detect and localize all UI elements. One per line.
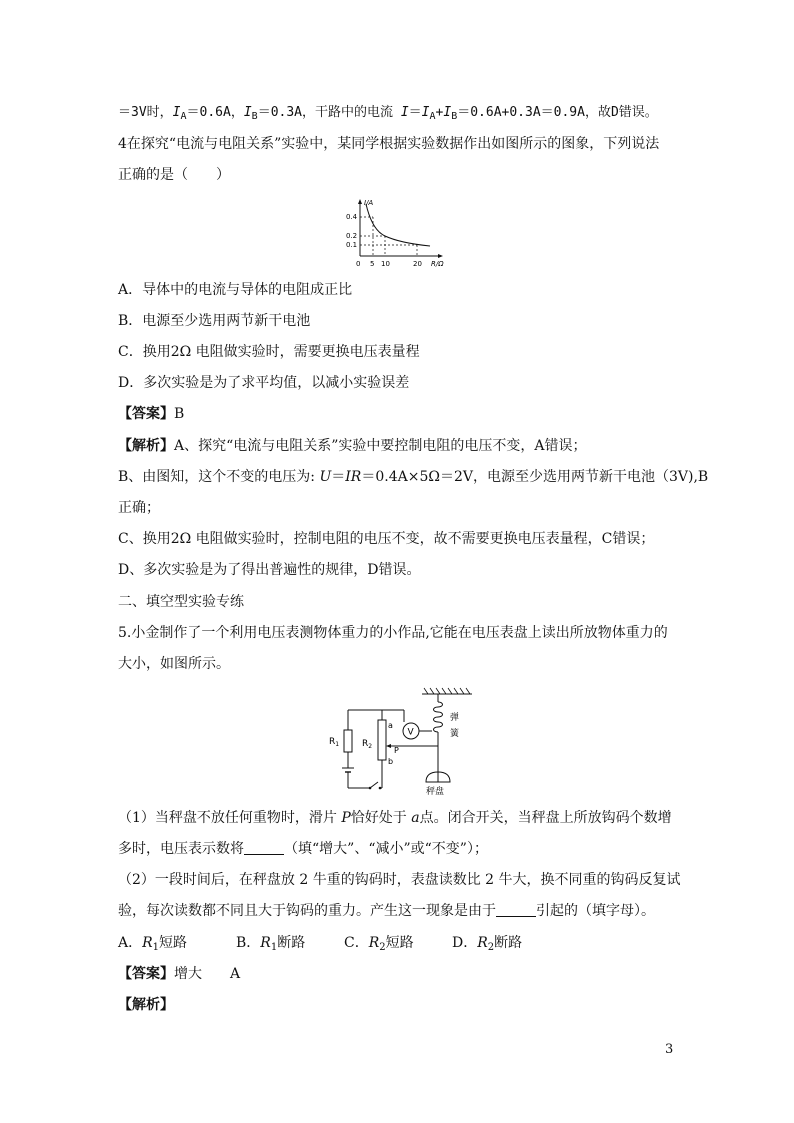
spring-label-2: 簧 — [450, 729, 460, 739]
var-I: I — [443, 105, 452, 120]
text: （1）当秤盘不放任何重物时，滑片 — [118, 810, 342, 826]
q5-stem-line2: 大小，如图所示。 — [118, 656, 230, 672]
resistor-R1 — [344, 730, 352, 752]
ceiling — [422, 688, 472, 694]
voltmeter-label: V — [407, 727, 414, 738]
text: ＝3V时， — [118, 105, 173, 120]
y-axis-label: I/A — [364, 199, 374, 207]
q5-option-D: D．$R_2$断路 — [452, 935, 523, 953]
text: ＝0.6A， — [186, 105, 244, 120]
spring-coil — [434, 702, 443, 732]
text: 点。闭合开关，当秤盘上所放钩码个数增 — [419, 810, 672, 826]
q4-option-A: A．导体中的电流与导体的电阻成正比 — [118, 282, 353, 298]
text: 验，每次读数都不同且大于钩码的重力。产生这一现象是由于 — [118, 903, 496, 919]
q4-option-B: B．电源至少选用两节新干电池 — [118, 313, 311, 329]
text: B、由图知，这个不变的电压为: — [118, 469, 320, 485]
var-I: I — [400, 105, 409, 120]
q5-analysis — [118, 995, 174, 1015]
resistor-R2 — [378, 720, 386, 760]
q5-options — [118, 933, 522, 953]
x-tick-5: 5 — [370, 260, 375, 268]
slider-arrow — [386, 744, 391, 748]
sub: B — [251, 111, 258, 122]
text: ＝0.4A×5Ω＝2V，电源至少选用两节新干电池（3V),B — [361, 469, 709, 485]
var-a: a — [411, 810, 420, 826]
x-tick-0: 0 — [356, 260, 361, 268]
text: ＝ — [331, 469, 346, 485]
q4-analysis-line2 — [118, 467, 708, 487]
y-tick-0.4: 0.4 — [346, 213, 358, 221]
sub: A — [180, 111, 187, 122]
answer-blank[interactable] — [244, 840, 284, 855]
answer-label: 【答案】 — [118, 406, 174, 422]
y-axis-arrow — [358, 199, 362, 204]
q5-part1-line1 — [118, 808, 672, 828]
switch-blade — [370, 782, 378, 788]
y-tick-0.2: 0.2 — [346, 232, 358, 240]
var-U: U — [319, 469, 332, 485]
var-IR: IR — [345, 469, 362, 485]
inverse-curve — [366, 204, 430, 246]
text: 恰好处于 — [350, 810, 412, 826]
q4-option-D: D．多次实验是为了求平均值，以减小实验误差 — [118, 375, 410, 391]
current-resistance-graph — [340, 196, 458, 270]
y-tick-0.1: 0.1 — [346, 241, 358, 249]
text: 多时，电压表示数将 — [118, 841, 244, 857]
text: （填“增大”、“减小”或“不变”）； — [284, 841, 488, 857]
text: ＝0.3A，干路中的电流 — [257, 105, 401, 120]
analysis-label: 【解析】 — [118, 438, 174, 454]
var-I: I — [421, 105, 430, 120]
x-tick-20: 20 — [413, 260, 422, 268]
text: ＝ — [408, 105, 422, 120]
q5-part2-line1: （2）一段时间后，在秤盘放 2 牛重的钩码时，表盘读数比 2 牛大，换不同重的钩码反复试 — [118, 872, 681, 888]
q4-answer — [118, 404, 184, 424]
pan-label: 秤盘 — [426, 787, 445, 796]
q4-analysis-line1 — [118, 436, 587, 456]
q5-answer — [118, 964, 240, 984]
text: + — [435, 105, 444, 120]
var-I: I — [172, 105, 181, 120]
spring-label-1: 弹 — [450, 713, 460, 723]
paragraph-continuation — [118, 103, 658, 123]
text: A、探究“电流与电阻关系”实验中要控制电阻的电压不变，A错误； — [174, 438, 587, 454]
q5-stem-line1: 5.小金制作了一个利用电压表测物体重力的小作品,它能在电压表盘上读出所放物体重力的 — [118, 625, 668, 641]
answer-value: B — [174, 406, 185, 422]
x-axis-arrow — [438, 254, 443, 258]
label-P: P — [394, 746, 399, 755]
section-heading: 二、填空型实验专练 — [118, 594, 244, 610]
label-R1: $R_1$ — [329, 737, 340, 748]
q4-analysis-line5: D、多次实验是为了得出普遍性的规律，D错误。 — [118, 562, 421, 578]
sub: A — [429, 111, 436, 122]
x-axis-label: R/Ω — [431, 260, 444, 268]
analysis-label: 【解析】 — [118, 997, 174, 1013]
q5-part2-line2 — [118, 901, 655, 921]
text: ＝0.6A+0.3A＝0.9A，故D错误。 — [457, 105, 658, 120]
q4-analysis-line3: 正确； — [118, 500, 160, 516]
x-tick-10: 10 — [381, 260, 390, 268]
answer-blank[interactable] — [496, 902, 536, 917]
q4-stem-line2: 正确的是（ ） — [118, 167, 230, 183]
text: 引起的（填字母）。 — [536, 903, 655, 919]
label-b: b — [388, 757, 394, 766]
q4-stem-line1: 4在探究“电流与电阻关系”实验中，某同学根据实验数据作出如图所示的图象，下列说法 — [118, 136, 660, 152]
var-P: P — [341, 810, 351, 826]
label-R2: $R_2$ — [362, 739, 373, 750]
q5-option-C: C．$R_2$短路 — [344, 935, 414, 953]
scale-circuit-diagram — [322, 684, 482, 796]
q4-option-C: C．换用2Ω 电阻做实验时，需要更换电压表量程 — [118, 344, 420, 360]
q4-analysis-line4: C、换用2Ω 电阻做实验时，控制电阻的电压不变，故不需要更换电压表量程，C错误； — [118, 531, 655, 547]
sub: B — [451, 111, 458, 122]
answer-value: 增大 A — [174, 966, 241, 982]
var-I: I — [243, 105, 252, 120]
q5-option-A: A．$R_1$短路 — [118, 935, 188, 953]
page-number: 3 — [665, 1042, 674, 1057]
q5-option-B: B．$R_1$断路 — [236, 935, 306, 953]
answer-label: 【答案】 — [118, 966, 174, 982]
q5-part1-line2 — [118, 839, 488, 859]
label-a: a — [388, 721, 393, 730]
